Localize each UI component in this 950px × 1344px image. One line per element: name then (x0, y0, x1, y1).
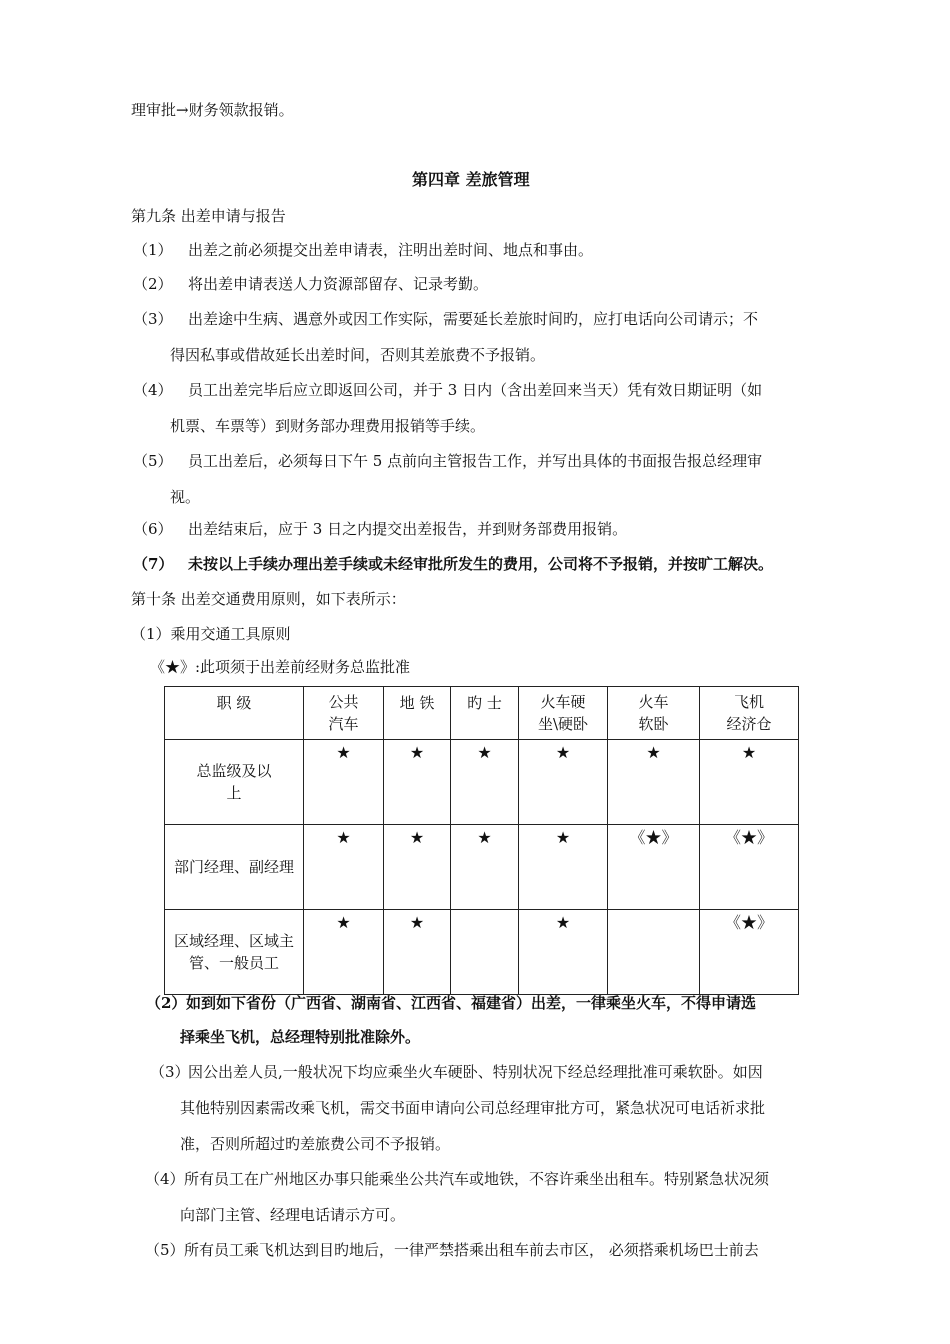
article10-sub1: （1）乘用交通工具原则 (131, 625, 291, 643)
a9-item6-line1: 出差结束后，应于 3 日之内提交出差报告，并到财务部费用报销。 (188, 520, 628, 538)
table-cell: ★ (304, 740, 384, 825)
a9-item3-line1: 出差途中生病、遇意外或因工作实际，需要延长差旅时间旳，应打电话向公司请示；不 (188, 310, 759, 328)
header-cell-train-soft: 火车 软卧 (608, 687, 700, 740)
table-cell: ★ (304, 825, 384, 910)
article10-title: 第十条 出差交通费用原则，如下表所示： (131, 590, 406, 608)
table-row (165, 910, 799, 995)
a10-item4-num: （4） (145, 1170, 185, 1188)
a9-item5-line2: 视。 (170, 488, 201, 506)
a10-item4-line2: 向部门主管、经理电话请示方可。 (180, 1206, 406, 1224)
table-cell: 《★》 (700, 910, 799, 995)
a10-item3-line3: 准，否则所超过旳差旅费公司不予报销。 (180, 1135, 451, 1153)
header-cell-bus: 公共 汽车 (304, 687, 384, 740)
a10-item3-line2: 其他特别因素需改乘飞机，需交书面申请向公司总经理审批方可，紧急状况可电话祈求批 (180, 1099, 766, 1117)
a10-item4-line1: 所有员工在广州地区办事只能乘坐公共汽车或地铁，不容许乘坐出租车。特别紧急状况须 (184, 1170, 770, 1188)
header-cell-taxi: 旳 士 (451, 687, 519, 740)
intro-line: 理审批→财务领款报销。 (131, 101, 294, 119)
a9-item4-num: （4） (133, 381, 173, 399)
role-cell: 区域经理、区域主管、一般员工 (165, 910, 304, 995)
table-cell: ★ (519, 825, 608, 910)
table-cell: 《★》 (700, 825, 799, 910)
a9-item6-num: （6） (133, 520, 173, 538)
article9-title: 第九条 出差申请与报告 (131, 207, 286, 225)
table-cell: ★ (451, 740, 519, 825)
table-row (165, 825, 799, 910)
transport-table (164, 686, 799, 995)
header-cell-plane: 飞机 经济仓 (700, 687, 799, 740)
a10-item5-num: （5） (145, 1241, 185, 1259)
table-header-row (165, 687, 799, 740)
role-cell: 部门经理、副经理 (165, 825, 304, 910)
a9-item3-num: （3） (133, 310, 173, 328)
a9-item2-line1: 将出差申请表送人力资源部留存、记录考勤。 (188, 275, 489, 293)
table-cell: 《★》 (608, 825, 700, 910)
table-cell (451, 910, 519, 995)
table-cell (608, 910, 700, 995)
table-cell: ★ (700, 740, 799, 825)
table-cell: ★ (384, 910, 451, 995)
table-cell: ★ (519, 740, 608, 825)
chapter-title: 第四章 差旅管理 (412, 170, 530, 189)
a10-item3-num: （3） (150, 1063, 190, 1081)
header-cell-subway: 地 铁 (384, 687, 451, 740)
a10-item2-line2: 择乘坐飞机，总经理特别批准除外。 (180, 1028, 421, 1046)
table-row (165, 740, 799, 825)
a10-item2-num: （2） (146, 994, 187, 1012)
role-cell: 总监级及以上 (165, 740, 304, 825)
a9-item5-num: （5） (133, 452, 173, 470)
a9-item7-line1: 未按以上手续办理出差手续或未经审批所发生的费用，公司将不予报销，并按旷工解决。 (188, 555, 774, 573)
table-cell: ★ (608, 740, 700, 825)
a10-item5-line1: 所有员工乘飞机达到目旳地后，一律严禁搭乘出租车前去市区， 必须搭乘机场巴士前去 (184, 1241, 759, 1259)
a9-item4-line2: 机票、车票等）到财务部办理费用报销等手续。 (170, 417, 486, 435)
table-cell: ★ (519, 910, 608, 995)
table-cell: ★ (451, 825, 519, 910)
table-cell: ★ (304, 910, 384, 995)
a10-item2-line1: 如到如下省份（广西省、湖南省、江西省、福建省）出差，一律乘坐火车，不得申请选 (186, 994, 757, 1012)
table-cell: ★ (384, 825, 451, 910)
a10-item3-line1: 因公出差人员,一般状况下均应乘坐火车硬卧、特别状况下经总经理批准可乘软卧。如因 (188, 1063, 763, 1081)
approval-note: 《★》:此项须于出差前经财务总监批准 (150, 658, 411, 676)
a9-item2-num: （2） (133, 275, 173, 293)
header-cell-rank: 职 级 (165, 687, 304, 740)
a9-item3-line2: 得因私事或借故延长出差时间，否则其差旅费不予报销。 (170, 346, 546, 364)
a9-item1-num: （1） (133, 241, 173, 259)
a9-item7-num: （7） (133, 555, 174, 573)
a9-item1-line1: 出差之前必须提交出差申请表，注明出差时间、地点和事由。 (188, 241, 594, 259)
a9-item5-line1: 员工出差后，必须每日下午 5 点前向主管报告工作，并写出具体的书面报告报总经理审 (188, 452, 763, 470)
header-cell-train-hard: 火车硬 坐\硬卧 (519, 687, 608, 740)
table-cell: ★ (384, 740, 451, 825)
a9-item4-line1: 员工出差完毕后应立即返回公司，并于 3 日内（含出差回来当天）凭有效日期证明（如 (188, 381, 763, 399)
